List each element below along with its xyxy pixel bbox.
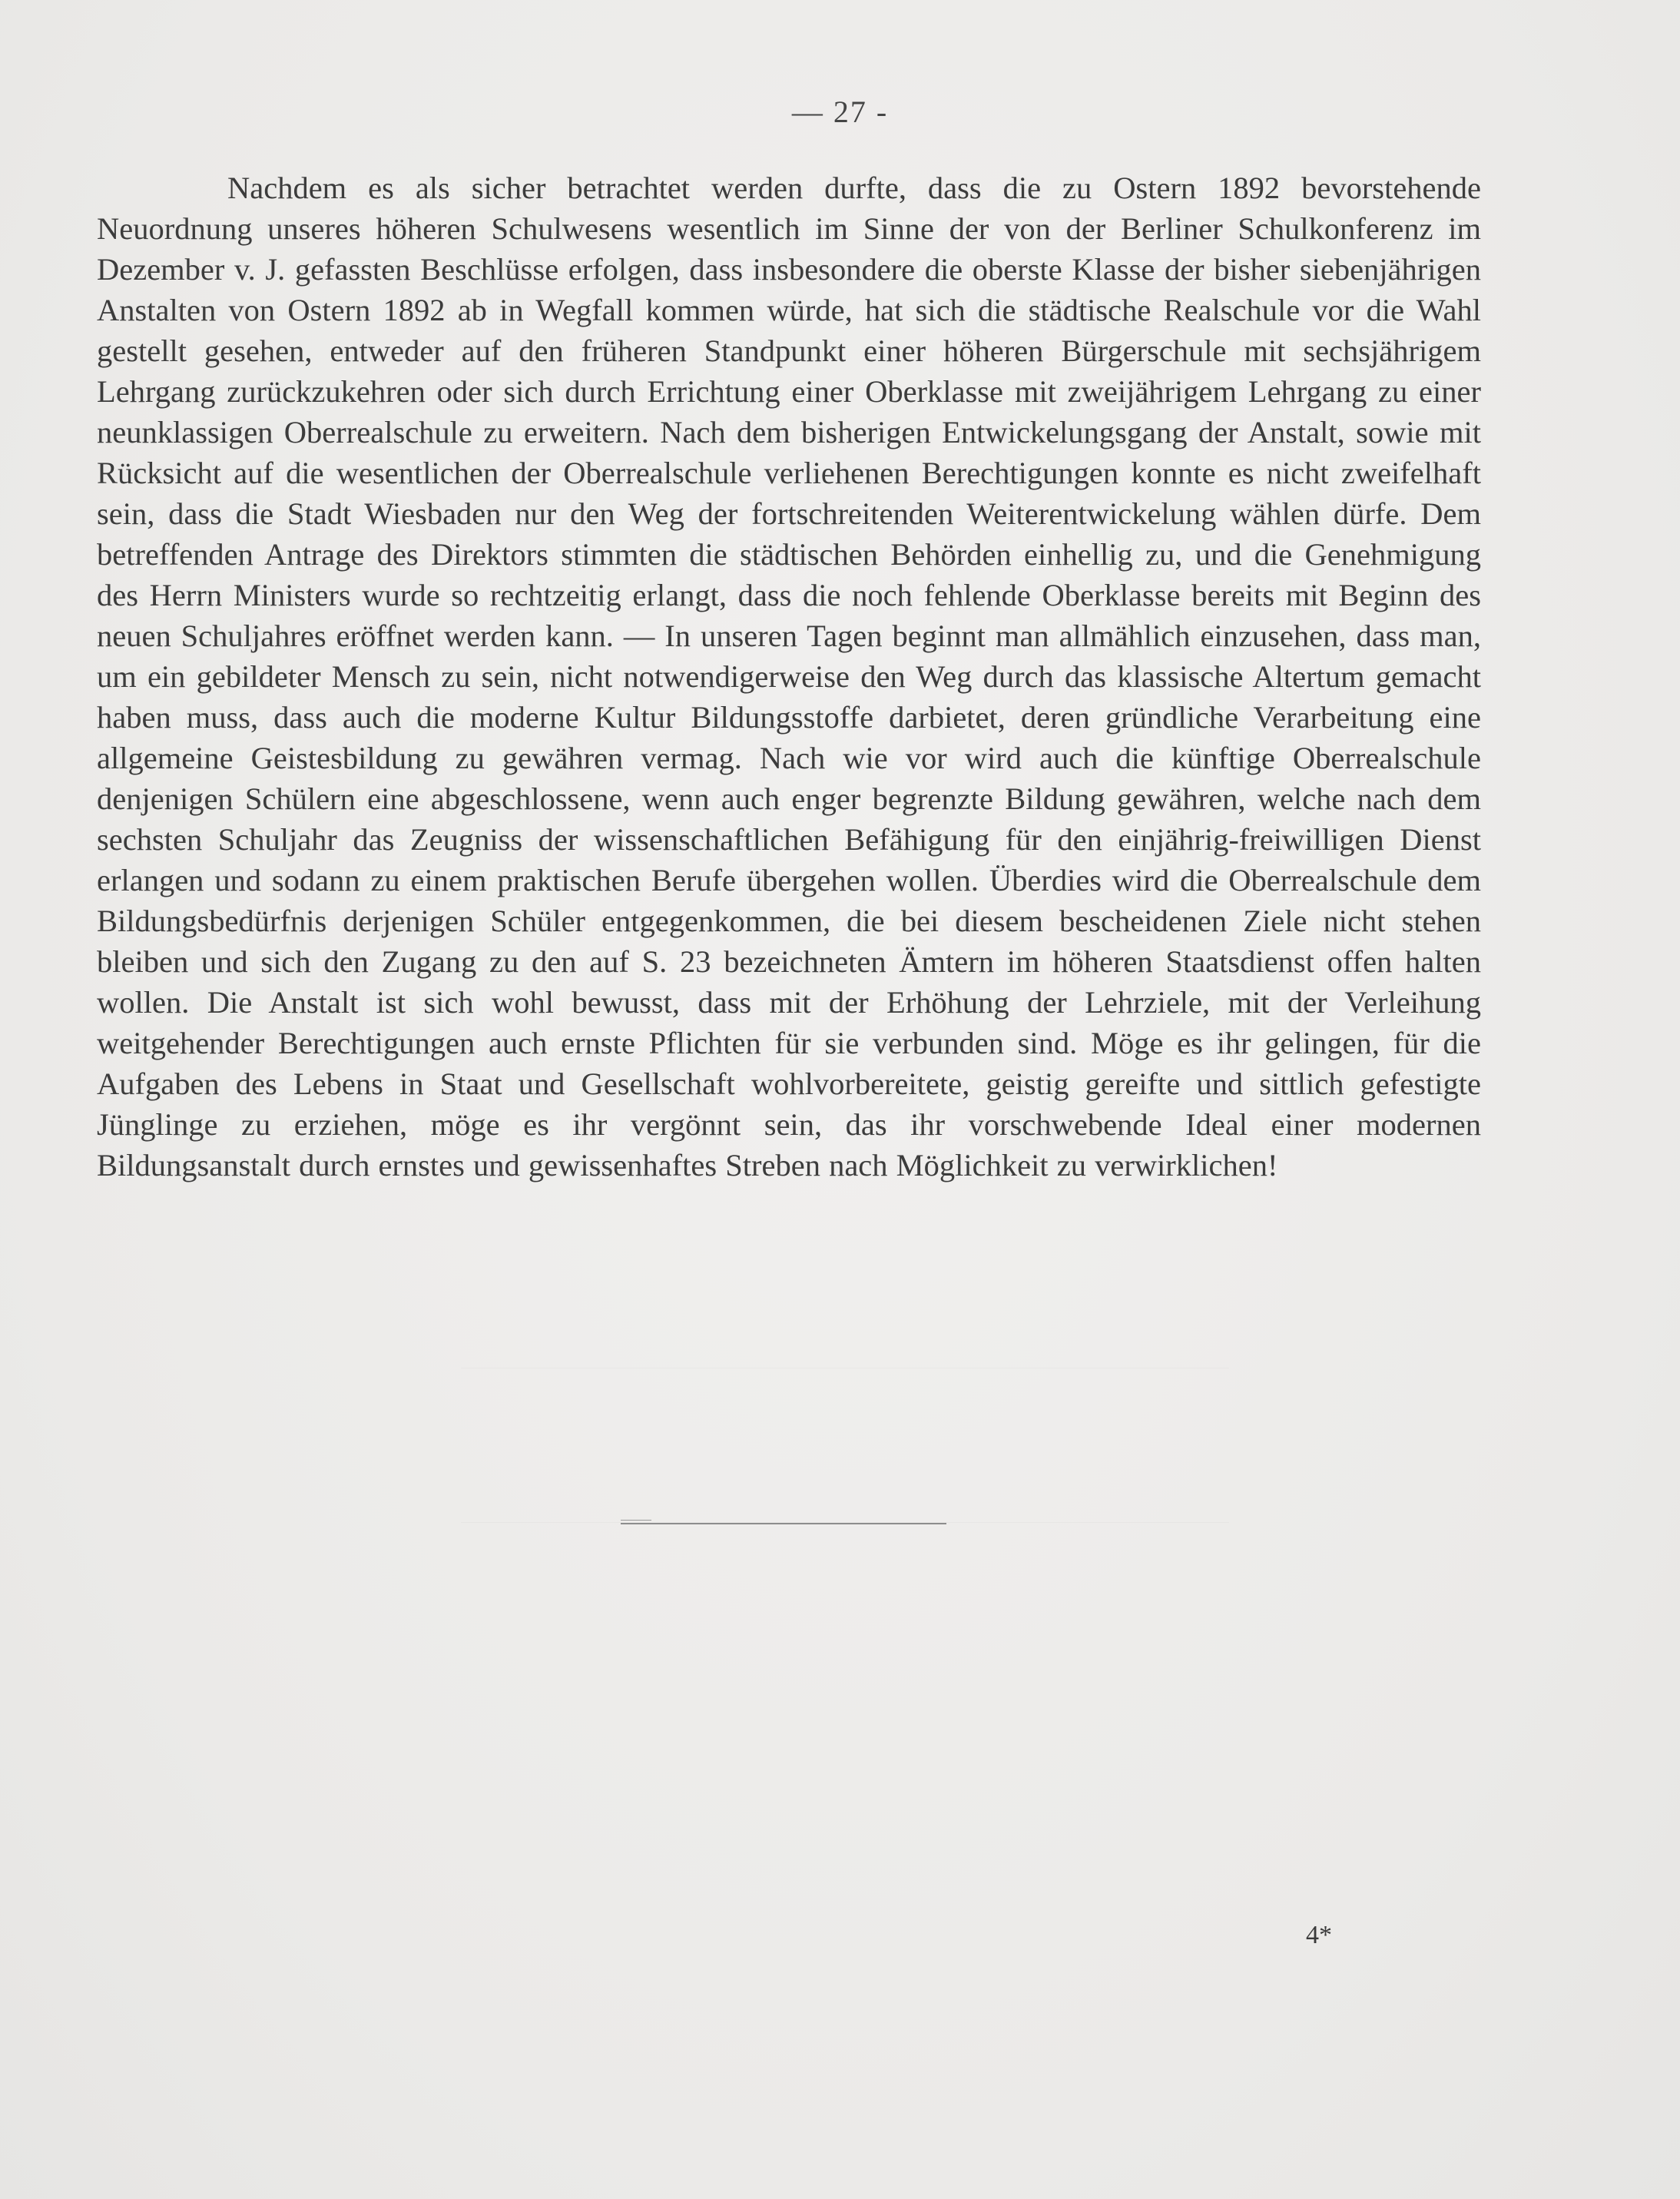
closing-rule — [621, 1523, 946, 1524]
body-paragraph: Nachdem es als sicher betrachtet werden durfte, dass die zu Ostern 1892 bevorstehende Neuordnung unseres höheren Schulwesens wesentlich im Sinne der von der Berliner Schulkonferenz im Dezember v. J. gefassten Beschlüsse erfolgen, dass insbesondere die oberste Klasse der bisher siebenjährigen Anstalten von Ostern 1892 ab in Wegfall kommen würde, hat sich die städtische Realschule vor die Wahl gestellt gesehen, entweder auf den früheren Standpunkt einer höheren Bürgerschule mit sechsjährigem Lehrgang zurückzukehren oder sich durch Errichtung einer Oberklasse mit zweijährigem Lehrgang zu einer neunklassigen Oberrealschule zu erweitern. Nach dem bisherigen Entwickelungsgang der Anstalt, sowie mit Rücksicht auf die wesentlichen der Oberrealschule verliehenen Berechtigungen konnte es nicht zweifelhaft sein, dass die Stadt Wiesbaden nur den Weg der fortschreitenden Weiterentwickelung wählen dürfe. Dem betreffenden Antrage des Direktors stimmten die städtischen Behörden einhellig zu, und die Genehmigung des Herrn Ministers wurde so rechtzeitig erlangt, dass die noch fehlende Oberklasse bereits mit Beginn des neuen Schuljahres eröffnet werden kann. — In unseren Tagen beginnt man allmählich einzusehen, dass man, um ein gebildeter Mensch zu sein, nicht notwendigerweise den Weg durch das klassische Altertum gemacht haben muss, dass auch die moderne Kultur Bildungsstoffe darbietet, deren gründliche Verarbeitung eine allgemeine Geistesbildung zu gewähren vermag. Nach wie vor wird auch die künftige Oberrealschule denjenigen Schülern eine abgeschlossene, wenn auch enger begrenzte Bildung gewähren, welche nach dem sechsten Schuljahr das Zeugniss der wissenschaftlichen Befähigung für den einjährig-freiwilligen Dienst erlangen und sodann zu einem praktischen Berufe übergehen wollen. Überdies wird die Oberrealschule dem Bildungsbedürfnis derjenigen Schüler entgegenkommen, die bei diesem bescheidenen Ziele nicht stehen bleiben und sich den Zugang zu den auf S. 23 bezeichneten Ämtern im höheren Staatsdienst offen halten wollen. Die Anstalt ist sich wohl bewusst, dass mit der Erhöhung der Lehrziele, mit der Verleihung weitgehender Berechtigungen auch ernste Pflichten für sie verbunden sind. Möge es ihr gelingen, für die Aufgaben des Lebens in Staat und Gesellschaft wohlvorbereitete, geistig gereifte und sittlich gefestigte Jünglinge zu erziehen, möge es ihr vergönnt sein, das ihr vorschwebende Ideal einer modernen Bildungsanstalt durch ernstes und gewissenhaftes Streben nach Möglichkeit zu verwirklichen! — [97, 171, 1481, 1182]
closing-rule-tick — [621, 1520, 651, 1521]
bleed-through-shadow — [461, 1368, 1229, 1523]
page-number: — 27 - — [791, 95, 889, 129]
signature-mark: 4* — [1306, 1921, 1332, 1949]
